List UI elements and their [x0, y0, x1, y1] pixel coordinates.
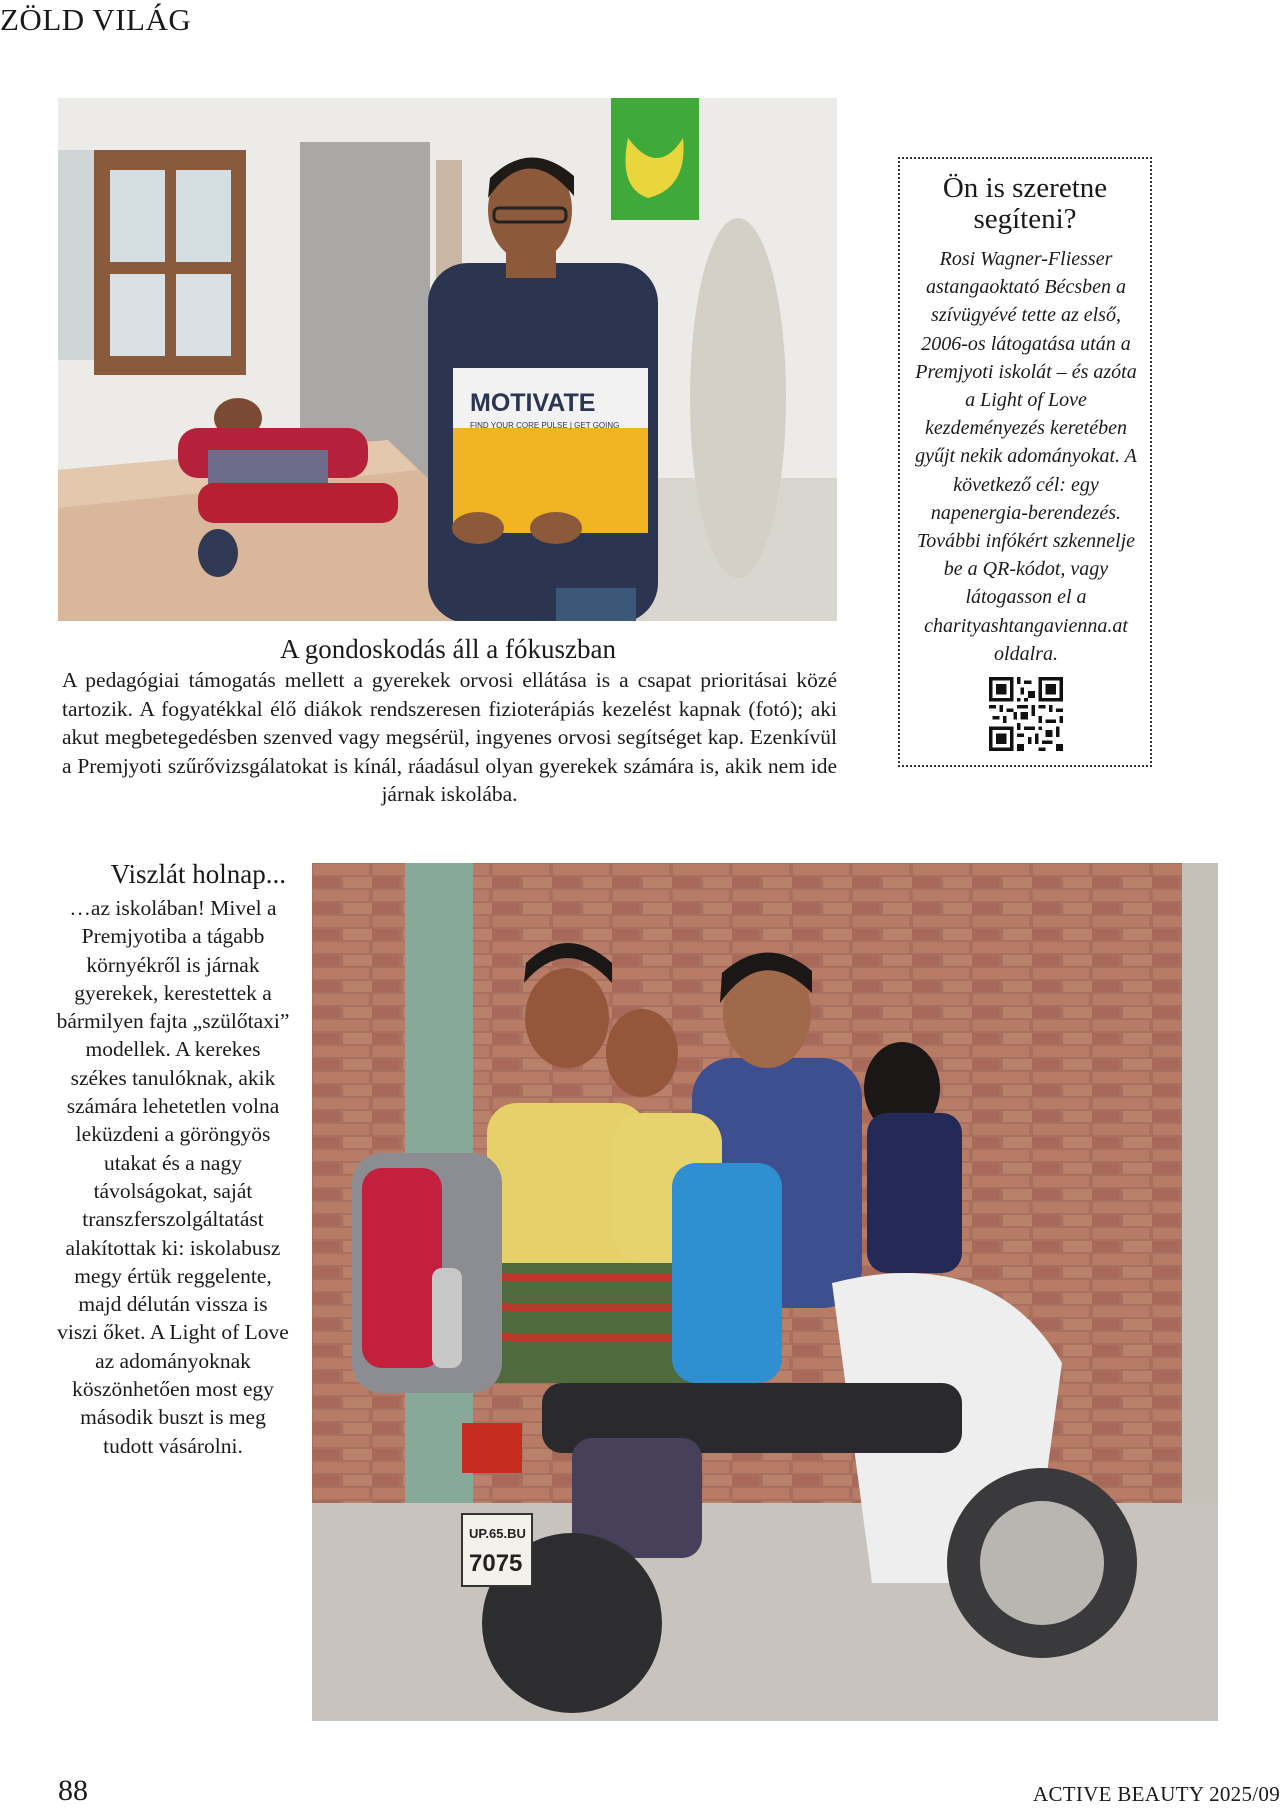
shirt-subprint: FIND YOUR CORE PULSE | GET GOING [470, 421, 620, 430]
infobox-title: Ön is szeretne segíteni? [942, 172, 1108, 235]
magazine-issue: ACTIVE BEAUTY 2025/09 [1033, 1782, 1280, 1806]
section-label: ZÖLD VILÁG [0, 2, 192, 37]
caption-title: A gondoskodás áll a fókuszban [280, 634, 616, 664]
infobox-body: Rosi Wagner-Fliesser astangaoktató Bécsben a szívügyévé tette az első, 2006-os látogatása után a Premjyoti iskolát – és azóta a Light of Love kezdeményezés keretében gyűjt nekik adományokat. A következő cél: egy napenergia-berendezés. További infókért szkennelje be a QR-kódot, vagy látogasson el a charityashtangavienna.at oldalra. [915, 248, 1137, 665]
sidebar-body: …az iskolában! Mivel a Premjyotiba a tágabb környékről is járnak gyerekek, kerestettek a bármilyen fajta „szülőtaxi” modellek. A kerekes székes tanulóknak, akik számára lehetetlen volna leküzdeni a göröngyös utakat és a nagy távolságokat, saját transzferszolgáltatást alakítottak ki: iskolabusz megy értük reggelente, majd délután vissza is viszi őket. A Light of Love az adományoknak köszönhetően most egy második buszt is meg tudott vásárolni. [56, 896, 290, 1458]
plate-line1: UP.65.BU [469, 1526, 526, 1541]
shirt-print: MOTIVATE [470, 389, 596, 417]
photo-physiotherapy [58, 98, 837, 621]
plate-line2: 7075 [469, 1550, 523, 1577]
page-number: 88 [58, 1774, 88, 1807]
photo-motorcycle [312, 863, 1218, 1721]
caption-body: A pedagógiai támogatás mellett a gyerekek orvosi ellátása is a csapat prioritásai közé tartozik. A fogyatékkal élő diákok rendszeresen fizioterápiás kezelést kapnak (fotó); aki akut megbetegedésben szenved vagy megsérül, ingyenes orvosi segítséget kap. Ezenkívül a Premjyoti szűrővizsgálatokat is kínál, ráadásul olyan gyerekek számára is, akik nem ide járnak iskolába. [62, 668, 837, 806]
info-box [898, 157, 1152, 767]
qr-code[interactable] [989, 677, 1063, 751]
sidebar-title: Viszlát holnap... [110, 859, 286, 889]
